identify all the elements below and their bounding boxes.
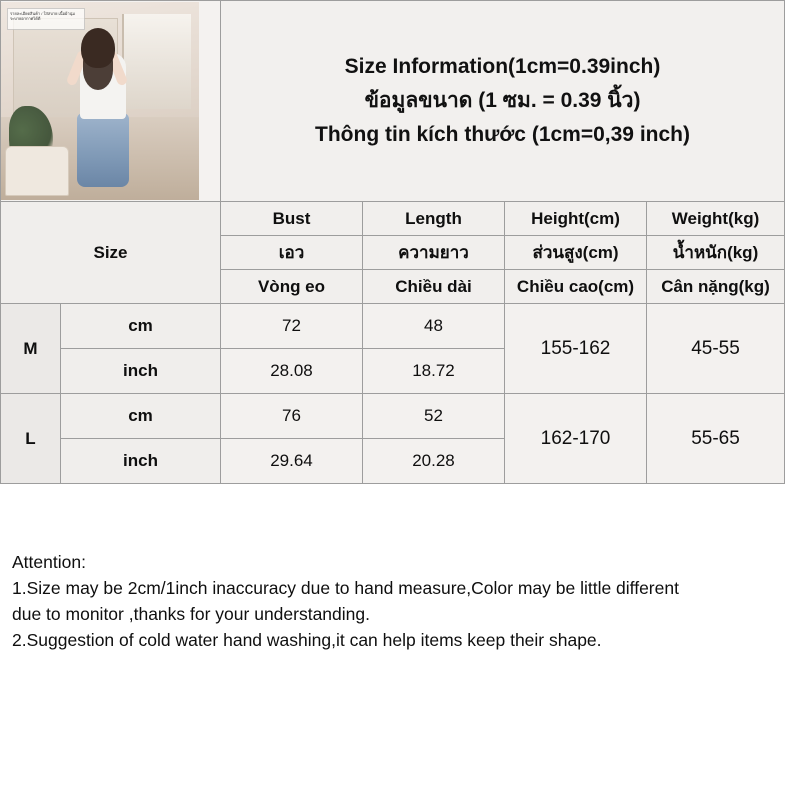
bust-inch-l: 29.64	[221, 439, 363, 484]
unit-inch-m: inch	[61, 349, 221, 394]
column-height-vi: Chiều cao(cm)	[505, 270, 647, 304]
height-l: 162-170	[505, 394, 647, 484]
column-bust-en: Bust	[221, 202, 363, 236]
column-length-en: Length	[363, 202, 505, 236]
column-length-vi: Chiều dài	[363, 270, 505, 304]
bust-inch-m: 28.08	[221, 349, 363, 394]
title-english: Size Information(1cm=0.39inch)	[344, 55, 661, 78]
column-height-en: Height(cm)	[505, 202, 647, 236]
weight-l: 55-65	[647, 394, 785, 484]
title-cell	[221, 1, 785, 202]
weight-m: 45-55	[647, 304, 785, 394]
length-cm-m: 48	[363, 304, 505, 349]
column-bust-th: เอว	[221, 236, 363, 270]
table-row	[1, 304, 785, 349]
attention-line-3: 2.Suggestion of cold water hand washing,it can help items keep their shape.	[12, 630, 602, 650]
column-header-row-en	[1, 202, 785, 236]
unit-cm-l: cm	[61, 394, 221, 439]
column-bust-vi: Vòng eo	[221, 270, 363, 304]
photo-chair	[5, 146, 69, 196]
model-hair	[81, 28, 115, 68]
table-row	[1, 394, 785, 439]
height-m: 155-162	[505, 304, 647, 394]
length-inch-m: 18.72	[363, 349, 505, 394]
column-height-th: ส่วนสูง(cm)	[505, 236, 647, 270]
title-vietnamese: Thông tin kích thước (1cm=0,39 inch)	[315, 123, 690, 146]
column-weight-en: Weight(kg)	[647, 202, 785, 236]
bust-cm-m: 72	[221, 304, 363, 349]
attention-heading: Attention:	[12, 552, 86, 572]
product-photo	[1, 2, 199, 200]
title-thai: ข้อมูลขนาด (1 ซม. = 0.39 นิ้ว)	[364, 89, 641, 112]
unit-cm-m: cm	[61, 304, 221, 349]
photo-text-overlay: รายละเอียดสินค้า / ใส่สบาย เนื้อผ้านุ่ม ระบายอากาศได้ดี	[7, 8, 85, 30]
column-length-th: ความยาว	[363, 236, 505, 270]
attention-note	[8, 545, 792, 653]
product-photo-cell	[1, 1, 221, 202]
column-weight-vi: Cân nặng(kg)	[647, 270, 785, 304]
model-jeans	[77, 113, 129, 187]
length-cm-l: 52	[363, 394, 505, 439]
column-weight-th: น้ำหนัก(kg)	[647, 236, 785, 270]
bust-cm-l: 76	[221, 394, 363, 439]
length-inch-l: 20.28	[363, 439, 505, 484]
attention-line-1: 1.Size may be 2cm/1inch inaccuracy due to hand measure,Color may be little different	[12, 578, 679, 598]
size-header-label: Size	[1, 202, 221, 304]
attention-line-2: due to monitor ,thanks for your understanding.	[12, 604, 370, 624]
unit-inch-l: inch	[61, 439, 221, 484]
photo-window	[122, 14, 191, 109]
size-name-l: L	[1, 394, 61, 484]
size-name-m: M	[1, 304, 61, 394]
